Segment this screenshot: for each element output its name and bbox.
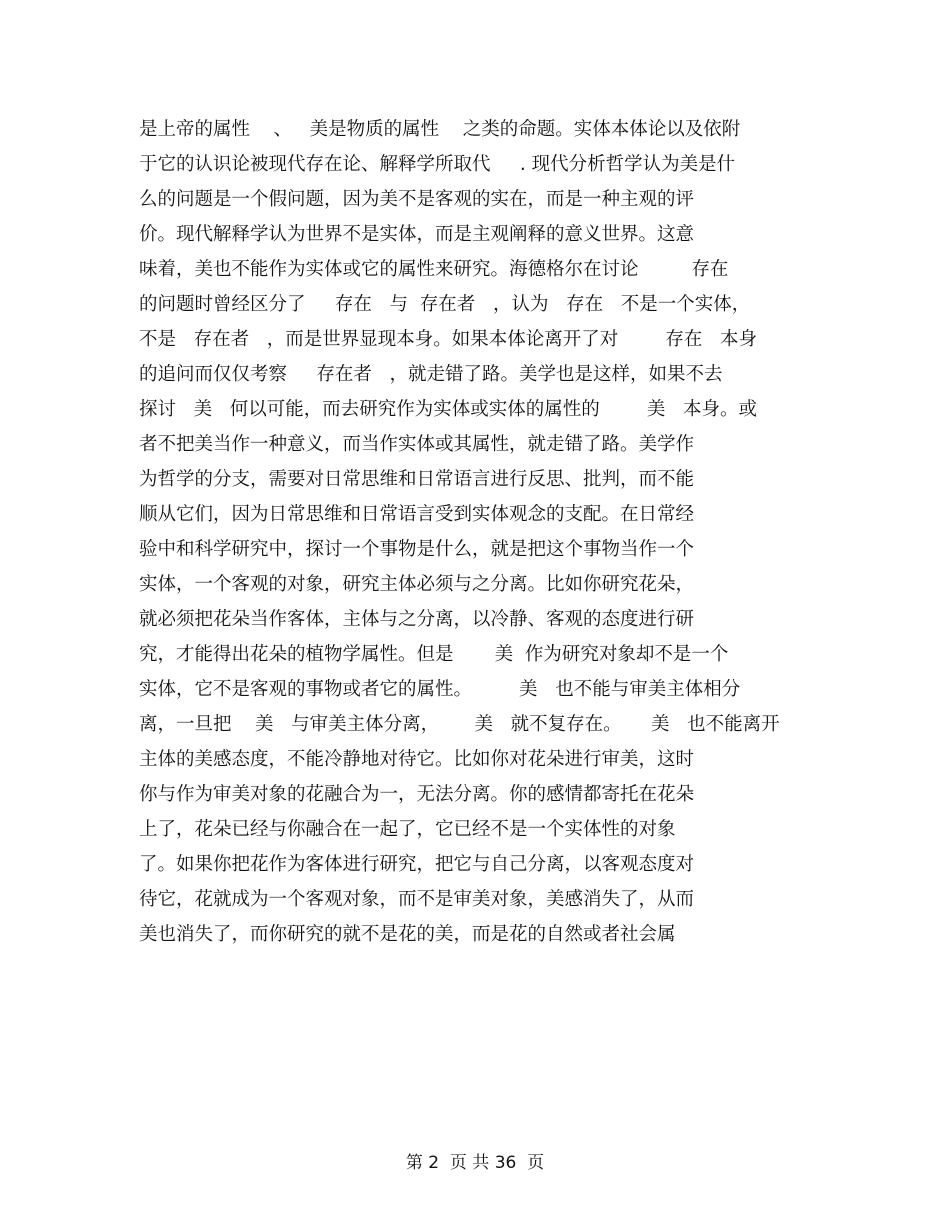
text-line: 待它，花就成为一个客观对象，而不是审美对象，美感消失了，从而	[139, 889, 695, 910]
body-text	[139, 112, 799, 952]
text-line: 味着，美也不能作为实体或它的属性来研究。海德格尔在讨论 存在	[139, 259, 729, 280]
text-line: 的问题时曾经区分了 存在 与 存在者 ，认为 存在 不是一个实体，	[139, 294, 751, 315]
text-line: 是上帝的属性 、 美是物质的属性 之类的命题。实体本体论以及依附	[139, 119, 741, 140]
page-number-footer: 第 2 页 共 36 页	[405, 1153, 545, 1173]
text-line: 为哲学的分支，需要对日常思维和日常语言进行反思、批判，而不能	[139, 469, 695, 490]
text-line: 主体的美感态度，不能冷静地对待它。比如你对花朵进行审美，这时	[139, 749, 695, 770]
text-line: 了。如果你把花作为客体进行研究，把它与自己分离，以客观态度对	[139, 854, 695, 875]
text-line: 究，才能得出花朵的植物学属性。但是 美 作为研究对象却不是一个	[139, 644, 729, 665]
text-line: 探讨 美 何以可能，而去研究作为实体或实体的属性的 美 本身。或	[139, 399, 757, 420]
text-line: 不是 存在者 ，而是世界显现本身。如果本体论离开了对 存在 本身	[139, 329, 757, 350]
text-line: 实体，它不是客观的事物或者它的属性。 美 也不能与审美主体相分	[139, 679, 741, 700]
text-line: 的追问而仅仅考察 存在者 ，就走错了路。美学也是这样，如果不去	[139, 364, 723, 385]
text-line: 就必须把花朵当作客体，主体与之分离，以冷静、客观的态度进行研	[139, 609, 695, 630]
text-line: 离，一旦把 美 与审美主体分离， 美 就不复存在。 美 也不能离开	[139, 714, 780, 735]
text-line: 美也消失了，而你研究的就不是花的美，而是花的自然或者社会属	[139, 924, 676, 945]
text-line: 上了，花朵已经与你融合在一起了，它已经不是一个实体性的对象	[139, 819, 676, 840]
text-line: 实体，一个客观的对象，研究主体必须与之分离。比如你研究花朵，	[139, 574, 695, 595]
text-line: 价。现代解释学认为世界不是实体，而是主观阐释的意义世界。这意	[139, 224, 695, 245]
text-line: 你与作为审美对象的花融合为一，无法分离。你的感情都寄托在花朵	[139, 784, 695, 805]
text-line: 顺从它们，因为日常思维和日常语言受到实体观念的支配。在日常经	[139, 504, 695, 525]
text-line: 者不把美当作一种意义，而当作实体或其属性，就走错了路。美学作	[139, 434, 695, 455]
text-line: 么的问题是一个假问题，因为美不是客观的实在，而是一种主观的评	[139, 189, 695, 210]
text-line: 验中和科学研究中，探讨一个事物是什么，就是把这个事物当作一个	[139, 539, 695, 560]
text-line: 于它的认识论被现代存在论、解释学所取代 . 现代分析哲学认为美是什	[139, 154, 736, 175]
